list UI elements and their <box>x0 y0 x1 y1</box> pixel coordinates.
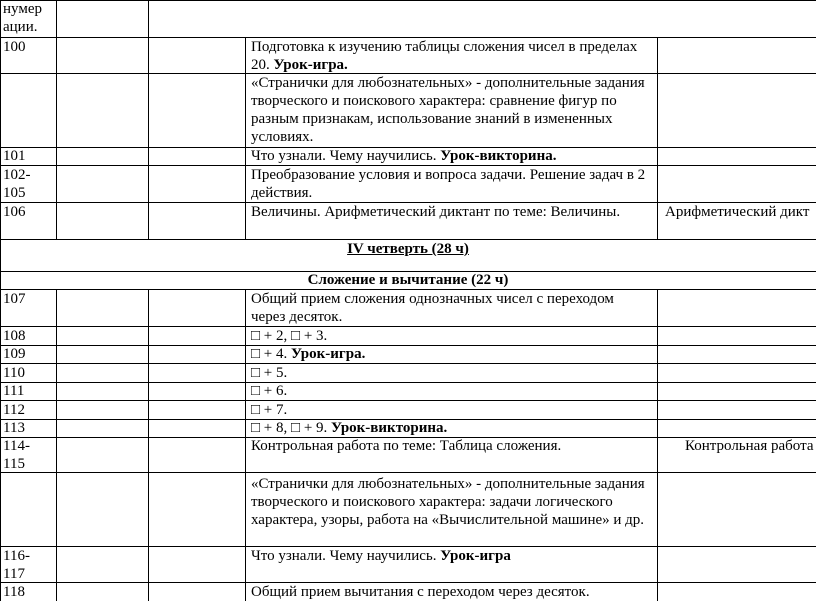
section-topic: Сложение и вычитание (22 ч) <box>307 272 509 288</box>
row-num: 109 <box>3 346 26 362</box>
row-control: Арифметический дикт <box>665 204 810 220</box>
row-num: 111 <box>3 383 25 399</box>
header-num-column: нумер ации. <box>3 1 42 35</box>
row-topic: □ + 8, □ + 9. Урок-викторина. <box>251 420 448 436</box>
row-num: 113 <box>3 420 25 436</box>
row-topic: Контрольная работа по теме: Таблица сложения. <box>251 438 562 454</box>
section-quarter: IV четверть (28 ч) <box>347 241 469 257</box>
row-num: 102-105 <box>3 167 31 201</box>
row-topic: □ + 4. Урок-игра. <box>251 346 366 362</box>
row-control: Контрольная работа <box>685 438 814 454</box>
row-topic: □ + 2, □ + 3. <box>251 328 328 344</box>
row-topic: «Странички для любознательных» - дополнительные задания творческого и поискового характера: задачи логического характера, узоры, работа на «Вычислительной машине» и др. <box>251 476 645 528</box>
row-num: 106 <box>3 204 26 220</box>
row-topic: Величины. Арифметический диктант по теме: Величины. <box>251 204 621 220</box>
row-topic: Подготовка к изучению таблицы сложения чисел в пределах 20. Урок-игра. <box>251 39 638 73</box>
row-num: 110 <box>3 365 25 381</box>
row-num: 116-117 <box>3 548 30 582</box>
row-topic: Общий прием вычитания с переходом через десяток. <box>251 584 590 600</box>
row-num: 108 <box>3 328 26 344</box>
row-topic: Что узнали. Чему научились. Урок-игра <box>251 548 511 564</box>
row-topic: □ + 6. <box>251 383 288 399</box>
row-topic: Преобразование условия и вопроса задачи. Решение задач в 2 действия. <box>251 167 646 201</box>
row-topic: Что узнали. Чему научились. Урок-викторина. <box>251 148 557 164</box>
row-num: 107 <box>3 291 26 307</box>
row-num: 112 <box>3 402 25 418</box>
row-num: 114-115 <box>3 438 30 472</box>
row-topic: Общий прием сложения однозначных чисел с переходом через десяток. <box>251 291 614 325</box>
row-topic: □ + 7. <box>251 402 288 418</box>
row-topic: «Странички для любознательных» - дополнительные задания творческого и поискового характера: сравнение фигур по разным признакам, использование знаний в измененных условиях. <box>251 75 645 145</box>
row-num: 101 <box>3 148 26 164</box>
row-topic: □ + 5. <box>251 365 288 381</box>
row-num: 118 <box>3 584 25 600</box>
row-num: 100 <box>3 39 26 55</box>
